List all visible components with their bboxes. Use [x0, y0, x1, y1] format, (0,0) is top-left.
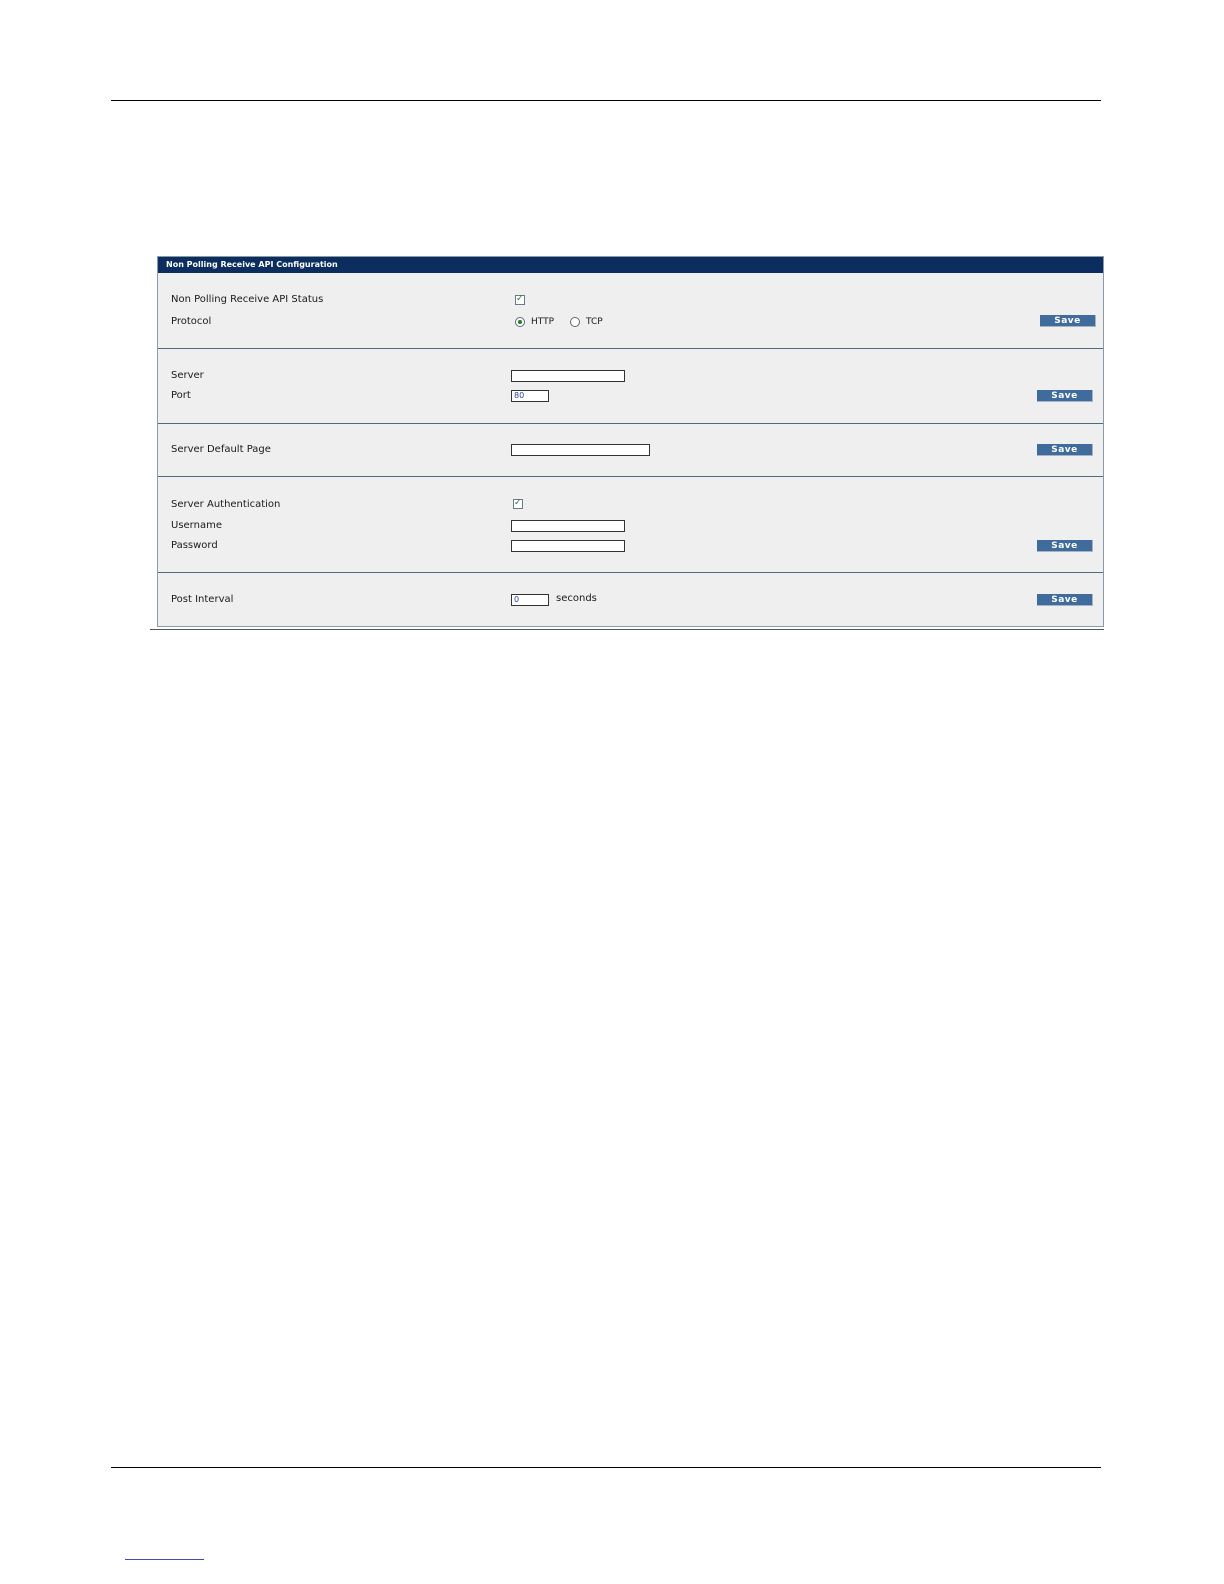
panel-bottom-rule — [150, 629, 1104, 630]
post-interval-label: Post Interval — [171, 594, 234, 605]
save-button-default-page[interactable]: Save — [1037, 444, 1093, 456]
save-button-server[interactable]: Save — [1037, 390, 1093, 402]
section-divider — [158, 423, 1103, 424]
section-divider — [158, 572, 1103, 573]
page-top-rule — [111, 100, 1101, 101]
footer-link-underline — [125, 1559, 204, 1560]
section-divider — [158, 476, 1103, 477]
auth-label: Server Authentication — [171, 499, 281, 510]
check-icon: ✓ — [516, 294, 524, 304]
default-page-input[interactable] — [511, 444, 650, 456]
server-label: Server — [171, 370, 204, 381]
protocol-radio-tcp[interactable] — [570, 317, 580, 327]
status-label: Non Polling Receive API Status — [171, 294, 324, 305]
username-input[interactable] — [511, 520, 625, 532]
section-divider — [158, 348, 1103, 349]
panel-title: Non Polling Receive API Configuration — [158, 257, 1103, 273]
protocol-http-label: HTTP — [531, 317, 555, 327]
page-bottom-rule — [111, 1467, 1101, 1468]
protocol-tcp-label: TCP — [586, 317, 603, 327]
save-button-protocol[interactable]: Save — [1040, 315, 1096, 327]
save-button-post-interval[interactable]: Save — [1037, 594, 1093, 606]
config-panel — [157, 256, 1104, 627]
port-input[interactable]: 80 — [511, 390, 549, 402]
password-input[interactable] — [511, 540, 625, 552]
radio-dot-icon — [518, 320, 522, 324]
save-button-auth[interactable]: Save — [1037, 540, 1093, 552]
username-label: Username — [171, 520, 222, 531]
protocol-label: Protocol — [171, 316, 212, 327]
server-input[interactable] — [511, 370, 625, 382]
post-interval-input[interactable]: 0 — [511, 594, 549, 606]
post-interval-unit: seconds — [556, 593, 597, 604]
password-label: Password — [171, 540, 218, 551]
default-page-label: Server Default Page — [171, 444, 271, 455]
auth-checkbox[interactable] — [513, 499, 523, 509]
port-label: Port — [171, 390, 191, 401]
check-icon: ✓ — [514, 498, 522, 508]
status-checkbox[interactable] — [515, 295, 525, 305]
protocol-radio-http[interactable] — [515, 317, 525, 327]
